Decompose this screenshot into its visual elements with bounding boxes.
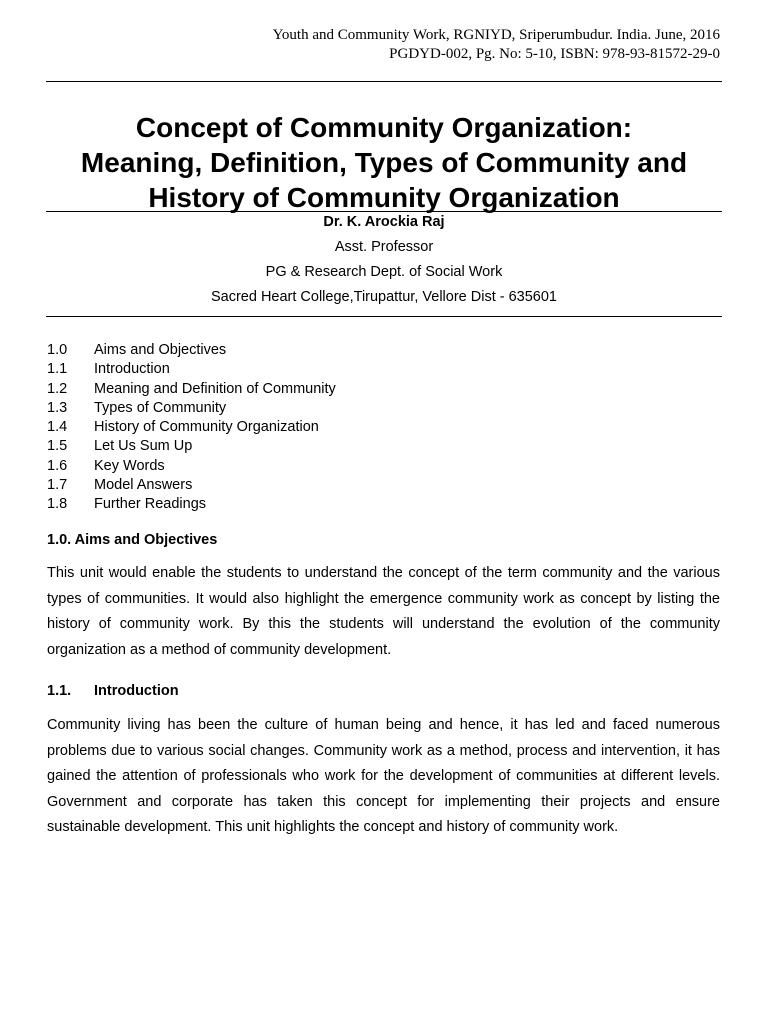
toc-label: Key Words [94, 457, 165, 474]
toc-label: Further Readings [94, 496, 207, 513]
toc-item [47, 458, 647, 477]
toc-label: Aims and Objectives [94, 342, 227, 358]
toc-item [47, 496, 647, 515]
section-title: Introduction [94, 683, 179, 699]
title-line-1: Concept of Community Organization: [135, 112, 633, 143]
section-heading-introduction [47, 683, 179, 699]
toc-item [47, 400, 647, 419]
toc-item [47, 419, 647, 438]
toc-label: Meaning and Definition of Community [94, 380, 336, 397]
author-block [40, 214, 728, 314]
header-isbn-line: PGDYD-002, Pg. No: 5-10, ISBN: 978-93-81572-29-0 [389, 46, 720, 62]
toc-label: History of Community Organization [94, 419, 319, 436]
toc-number: 1.0 [47, 342, 68, 358]
toc-item [47, 342, 647, 361]
document-title [40, 110, 728, 215]
author-designation: Asst. Professor [334, 239, 434, 255]
author-institution: Sacred Heart College,Tirupattur, Vellore Dist - 635601 [210, 289, 558, 305]
section-heading-aims: 1.0. Aims and Objectives [47, 532, 218, 548]
toc-number: 1.8 [47, 496, 68, 513]
section-body-introduction: Community living has been the culture of human being and hence, it has led and faced numerous problems due to various social changes. Community work as a method, process and intervention, it has gained the attention of professionals who work for the development of communities at different levels. Government and corporate has taken this concept for implementing their projects and ensure sustainable development. This unit highlights the concept and history of community work. [47, 717, 720, 835]
toc-item [47, 477, 647, 496]
toc-item [47, 361, 647, 380]
toc-number: 1.5 [47, 438, 68, 455]
toc-item [47, 381, 647, 400]
author-divider [46, 316, 722, 317]
author-department: PG & Research Dept. of Social Work [265, 264, 503, 280]
running-header [60, 26, 720, 64]
toc-label: Types of Community [94, 399, 227, 416]
toc-number: 1.2 [47, 380, 68, 397]
toc-number: 1.6 [47, 457, 68, 474]
author-name: Dr. K. Arockia Raj [323, 214, 445, 230]
header-journal-line: Youth and Community Work, RGNIYD, Sriperumbudur. India. June, 2016 [272, 27, 720, 43]
title-line-3: History of Community Organization [148, 182, 620, 213]
section-body-aims: This unit would enable the students to understand the concept of the term community and the various types of communities. It would also highlight the emergence community work as concept by listing the history of community work. By this the students will understand the evolution of the community organization as a method of community development. [47, 565, 720, 658]
table-of-contents [47, 342, 647, 516]
toc-number: 1.1 [47, 361, 68, 378]
toc-number: 1.3 [47, 399, 68, 416]
toc-label: Introduction [94, 361, 170, 378]
toc-label: Model Answers [94, 477, 193, 494]
title-line-2: Meaning, Definition, Types of Community and [80, 147, 688, 178]
toc-label: Let Us Sum Up [94, 438, 193, 455]
title-underline [46, 211, 722, 212]
toc-item [47, 438, 647, 457]
toc-number: 1.7 [47, 477, 68, 494]
header-divider [46, 81, 722, 82]
toc-number: 1.4 [47, 419, 68, 436]
section-number: 1.1. [47, 683, 72, 699]
